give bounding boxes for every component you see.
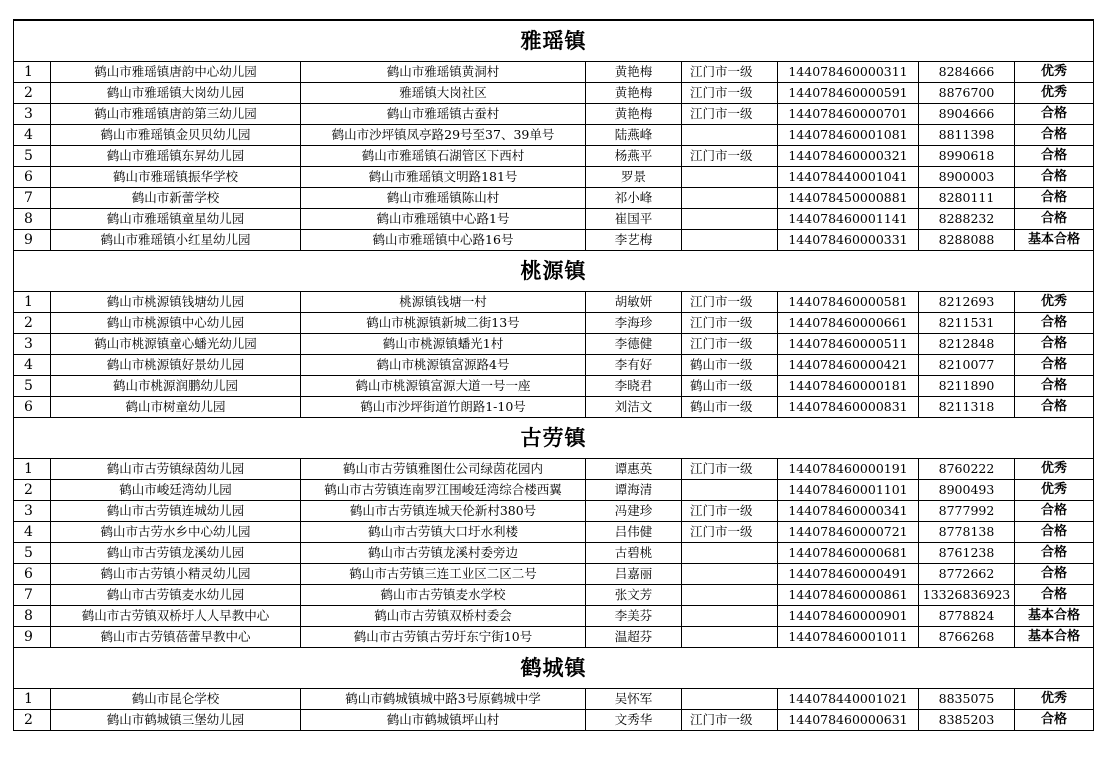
row-number: 4 [14, 125, 51, 146]
school-name: 鹤山市树童幼儿园 [51, 397, 301, 418]
contact-person: 罗景 [586, 167, 682, 188]
school-name: 鹤山市古劳镇蓓蕾早教中心 [51, 627, 301, 648]
phone-number: 8876700 [919, 83, 1015, 104]
contact-person: 温超芬 [586, 627, 682, 648]
row-number: 5 [14, 543, 51, 564]
school-name: 鹤山市桃源润鹏幼儿园 [51, 376, 301, 397]
row-number: 3 [14, 334, 51, 355]
contact-person: 杨燕平 [586, 146, 682, 167]
evaluation-grade: 合格 [1015, 376, 1094, 397]
school-name: 鹤山市雅瑶镇童星幼儿园 [51, 209, 301, 230]
evaluation-grade: 优秀 [1015, 689, 1094, 710]
school-name: 鹤山市雅瑶镇大岗幼儿园 [51, 83, 301, 104]
row-number: 2 [14, 313, 51, 334]
table-row [14, 209, 1094, 230]
row-number: 3 [14, 501, 51, 522]
contact-person: 李晓君 [586, 376, 682, 397]
school-address: 鹤山市雅瑶镇古蚕村 [301, 104, 586, 125]
evaluation-grade: 优秀 [1015, 459, 1094, 480]
school-address: 鹤山市雅瑶镇文明路181号 [301, 167, 586, 188]
school-level [682, 585, 778, 606]
school-code: 144078460000631 [778, 710, 919, 731]
school-level [682, 627, 778, 648]
school-level: 江门市一级 [682, 292, 778, 313]
school-address: 鹤山市沙坪镇凤亭路29号至37、39单号 [301, 125, 586, 146]
table-row [14, 606, 1094, 627]
contact-person: 李有好 [586, 355, 682, 376]
school-address: 鹤山市古劳镇双桥村委会 [301, 606, 586, 627]
school-level: 江门市一级 [682, 313, 778, 334]
school-address: 鹤山市雅瑶镇黄洞村 [301, 62, 586, 83]
school-name: 鹤山市雅瑶镇小红星幼儿园 [51, 230, 301, 251]
row-number: 4 [14, 522, 51, 543]
section-title: 雅瑶镇 [14, 20, 1094, 62]
school-name: 鹤山市古劳镇双桥圩人人早教中心 [51, 606, 301, 627]
school-name: 鹤山市雅瑶镇唐韵第三幼儿园 [51, 104, 301, 125]
evaluation-grade: 合格 [1015, 522, 1094, 543]
school-code: 144078460000901 [778, 606, 919, 627]
school-address: 鹤山市古劳镇雅图仕公司绿茵花园内 [301, 459, 586, 480]
school-code: 144078460000491 [778, 564, 919, 585]
school-address: 鹤山市古劳镇龙溪村委旁边 [301, 543, 586, 564]
row-number: 2 [14, 83, 51, 104]
evaluation-grade: 优秀 [1015, 292, 1094, 313]
phone-number: 8760222 [919, 459, 1015, 480]
school-address: 鹤山市鹤城镇坪山村 [301, 710, 586, 731]
table-row [14, 230, 1094, 251]
evaluation-grade: 基本合格 [1015, 627, 1094, 648]
school-code: 144078460000861 [778, 585, 919, 606]
evaluation-grade: 合格 [1015, 564, 1094, 585]
school-name: 鹤山市雅瑶镇金贝贝幼儿园 [51, 125, 301, 146]
school-code: 144078460000191 [778, 459, 919, 480]
section-header-row [14, 648, 1094, 689]
school-address: 鹤山市桃源镇新城二街13号 [301, 313, 586, 334]
phone-number: 8766268 [919, 627, 1015, 648]
school-level [682, 188, 778, 209]
phone-number: 8900493 [919, 480, 1015, 501]
school-name: 鹤山市桃源镇中心幼儿园 [51, 313, 301, 334]
school-level [682, 480, 778, 501]
contact-person: 刘洁文 [586, 397, 682, 418]
evaluation-grade: 合格 [1015, 543, 1094, 564]
row-number: 9 [14, 230, 51, 251]
school-level [682, 167, 778, 188]
school-address: 鹤山市桃源镇富源大道一号一座 [301, 376, 586, 397]
school-code: 144078460001081 [778, 125, 919, 146]
school-code: 144078460000341 [778, 501, 919, 522]
contact-person: 谭海清 [586, 480, 682, 501]
school-name: 鹤山市古劳镇小精灵幼儿园 [51, 564, 301, 585]
school-level: 鹤山市一级 [682, 376, 778, 397]
phone-number: 8772662 [919, 564, 1015, 585]
table-row [14, 543, 1094, 564]
school-evaluation-sheet [13, 19, 1093, 731]
evaluation-grade: 合格 [1015, 710, 1094, 731]
row-number: 6 [14, 564, 51, 585]
contact-person: 吕伟健 [586, 522, 682, 543]
row-number: 8 [14, 606, 51, 627]
contact-person: 李海珍 [586, 313, 682, 334]
phone-number: 8212693 [919, 292, 1015, 313]
school-code: 144078460000511 [778, 334, 919, 355]
phone-number: 8210077 [919, 355, 1015, 376]
table-row [14, 522, 1094, 543]
phone-number: 13326836923 [919, 585, 1015, 606]
school-code: 144078460000701 [778, 104, 919, 125]
table-row [14, 376, 1094, 397]
school-address: 鹤山市古劳镇大口圩水利楼 [301, 522, 586, 543]
school-level: 鹤山市一级 [682, 397, 778, 418]
school-code: 144078460000331 [778, 230, 919, 251]
evaluation-grade: 合格 [1015, 104, 1094, 125]
school-address: 鹤山市古劳镇麦水学校 [301, 585, 586, 606]
school-code: 144078460000311 [778, 62, 919, 83]
school-level [682, 689, 778, 710]
school-address: 鹤山市雅瑶镇陈山村 [301, 188, 586, 209]
school-name: 鹤山市古劳镇连城幼儿园 [51, 501, 301, 522]
table-row [14, 104, 1094, 125]
row-number: 6 [14, 397, 51, 418]
row-number: 7 [14, 188, 51, 209]
table-row [14, 627, 1094, 648]
school-name: 鹤山市雅瑶镇唐韵中心幼儿园 [51, 62, 301, 83]
section-header-row [14, 418, 1094, 459]
row-number: 3 [14, 104, 51, 125]
school-address: 鹤山市桃源镇富源路4号 [301, 355, 586, 376]
school-address: 鹤山市古劳镇古劳圩东宁街10号 [301, 627, 586, 648]
school-address: 鹤山市雅瑶镇中心路16号 [301, 230, 586, 251]
phone-number: 8777992 [919, 501, 1015, 522]
phone-number: 8761238 [919, 543, 1015, 564]
table-row [14, 62, 1094, 83]
table-row [14, 480, 1094, 501]
school-address: 桃源镇钱塘一村 [301, 292, 586, 313]
school-name: 鹤山市古劳镇麦水幼儿园 [51, 585, 301, 606]
school-name: 鹤山市雅瑶镇振华学校 [51, 167, 301, 188]
school-address: 鹤山市雅瑶镇石湖管区下西村 [301, 146, 586, 167]
phone-number: 8778824 [919, 606, 1015, 627]
school-address: 鹤山市鹤城镇城中路3号原鹤城中学 [301, 689, 586, 710]
school-level [682, 209, 778, 230]
evaluation-grade: 基本合格 [1015, 230, 1094, 251]
contact-person: 吴怀军 [586, 689, 682, 710]
table-row [14, 188, 1094, 209]
table-row [14, 397, 1094, 418]
evaluation-grade: 合格 [1015, 334, 1094, 355]
school-level: 江门市一级 [682, 83, 778, 104]
contact-person: 李艺梅 [586, 230, 682, 251]
evaluation-grade: 基本合格 [1015, 606, 1094, 627]
contact-person: 李德健 [586, 334, 682, 355]
phone-number: 8990618 [919, 146, 1015, 167]
contact-person: 李美芬 [586, 606, 682, 627]
school-table [13, 19, 1094, 731]
school-level: 江门市一级 [682, 104, 778, 125]
phone-number: 8385203 [919, 710, 1015, 731]
school-code: 144078460000181 [778, 376, 919, 397]
contact-person: 胡敏妍 [586, 292, 682, 313]
phone-number: 8280111 [919, 188, 1015, 209]
section-title: 鹤城镇 [14, 648, 1094, 689]
school-address: 鹤山市古劳镇连城天伦新村380号 [301, 501, 586, 522]
table-row [14, 689, 1094, 710]
school-name: 鹤山市桃源镇童心蟠光幼儿园 [51, 334, 301, 355]
evaluation-grade: 合格 [1015, 188, 1094, 209]
table-row [14, 585, 1094, 606]
phone-number: 8288088 [919, 230, 1015, 251]
school-code: 144078440001021 [778, 689, 919, 710]
row-number: 1 [14, 689, 51, 710]
evaluation-grade: 合格 [1015, 585, 1094, 606]
contact-person: 冯建珍 [586, 501, 682, 522]
table-row [14, 146, 1094, 167]
section-title: 桃源镇 [14, 251, 1094, 292]
school-level: 江门市一级 [682, 501, 778, 522]
contact-person: 吕嘉丽 [586, 564, 682, 585]
school-code: 144078460000321 [778, 146, 919, 167]
school-code: 144078460000831 [778, 397, 919, 418]
school-code: 144078460000581 [778, 292, 919, 313]
school-code: 144078450000881 [778, 188, 919, 209]
contact-person: 崔国平 [586, 209, 682, 230]
evaluation-grade: 合格 [1015, 355, 1094, 376]
school-level [682, 543, 778, 564]
contact-person: 黄艳梅 [586, 104, 682, 125]
school-address: 鹤山市古劳镇三连工业区二区二号 [301, 564, 586, 585]
section-header-row [14, 251, 1094, 292]
school-name: 鹤山市桃源镇钱塘幼儿园 [51, 292, 301, 313]
school-address: 鹤山市桃源镇蟠光1村 [301, 334, 586, 355]
contact-person: 黄艳梅 [586, 62, 682, 83]
section-header-row [14, 20, 1094, 62]
evaluation-grade: 优秀 [1015, 480, 1094, 501]
row-number: 1 [14, 459, 51, 480]
school-code: 144078460001011 [778, 627, 919, 648]
school-code: 144078460001101 [778, 480, 919, 501]
phone-number: 8835075 [919, 689, 1015, 710]
phone-number: 8904666 [919, 104, 1015, 125]
section-title: 古劳镇 [14, 418, 1094, 459]
school-address: 鹤山市雅瑶镇中心路1号 [301, 209, 586, 230]
school-level: 江门市一级 [682, 522, 778, 543]
contact-person: 张文芳 [586, 585, 682, 606]
phone-number: 8211890 [919, 376, 1015, 397]
row-number: 7 [14, 585, 51, 606]
school-code: 144078440001041 [778, 167, 919, 188]
school-code: 144078460001141 [778, 209, 919, 230]
school-level: 江门市一级 [682, 62, 778, 83]
row-number: 2 [14, 710, 51, 731]
contact-person: 祁小峰 [586, 188, 682, 209]
evaluation-grade: 优秀 [1015, 83, 1094, 104]
table-row [14, 501, 1094, 522]
phone-number: 8900003 [919, 167, 1015, 188]
school-address: 鹤山市古劳镇连南罗江围峻廷湾综合楼西翼 [301, 480, 586, 501]
phone-number: 8212848 [919, 334, 1015, 355]
table-row [14, 334, 1094, 355]
school-level [682, 125, 778, 146]
evaluation-grade: 优秀 [1015, 62, 1094, 83]
school-code: 144078460000681 [778, 543, 919, 564]
school-code: 144078460000721 [778, 522, 919, 543]
phone-number: 8288232 [919, 209, 1015, 230]
school-name: 鹤山市桃源镇好景幼儿园 [51, 355, 301, 376]
school-name: 鹤山市鹤城镇三堡幼儿园 [51, 710, 301, 731]
row-number: 6 [14, 167, 51, 188]
school-name: 鹤山市古劳镇龙溪幼儿园 [51, 543, 301, 564]
row-number: 1 [14, 292, 51, 313]
school-level: 江门市一级 [682, 710, 778, 731]
school-level [682, 230, 778, 251]
school-name: 鹤山市昆仑学校 [51, 689, 301, 710]
table-row [14, 313, 1094, 334]
evaluation-grade: 合格 [1015, 313, 1094, 334]
school-code: 144078460000421 [778, 355, 919, 376]
contact-person: 谭惠英 [586, 459, 682, 480]
table-row [14, 564, 1094, 585]
contact-person: 古碧桃 [586, 543, 682, 564]
table-row [14, 710, 1094, 731]
school-name: 鹤山市峻廷湾幼儿园 [51, 480, 301, 501]
evaluation-grade: 合格 [1015, 501, 1094, 522]
school-level [682, 564, 778, 585]
table-row [14, 355, 1094, 376]
table-row [14, 125, 1094, 146]
contact-person: 黄艳梅 [586, 83, 682, 104]
table-row [14, 292, 1094, 313]
evaluation-grade: 合格 [1015, 125, 1094, 146]
school-level [682, 606, 778, 627]
phone-number: 8811398 [919, 125, 1015, 146]
school-address: 雅瑶镇大岗社区 [301, 83, 586, 104]
evaluation-grade: 合格 [1015, 209, 1094, 230]
evaluation-grade: 合格 [1015, 397, 1094, 418]
table-row [14, 459, 1094, 480]
row-number: 2 [14, 480, 51, 501]
school-level: 江门市一级 [682, 146, 778, 167]
school-name: 鹤山市新蕾学校 [51, 188, 301, 209]
school-code: 144078460000591 [778, 83, 919, 104]
evaluation-grade: 合格 [1015, 167, 1094, 188]
school-level: 鹤山市一级 [682, 355, 778, 376]
table-row [14, 83, 1094, 104]
school-name: 鹤山市古劳镇绿茵幼儿园 [51, 459, 301, 480]
school-name: 鹤山市雅瑶镇东昇幼儿园 [51, 146, 301, 167]
phone-number: 8778138 [919, 522, 1015, 543]
row-number: 5 [14, 376, 51, 397]
school-address: 鹤山市沙坪街道竹朗路1-10号 [301, 397, 586, 418]
contact-person: 文秀华 [586, 710, 682, 731]
phone-number: 8284666 [919, 62, 1015, 83]
school-name: 鹤山市古劳水乡中心幼儿园 [51, 522, 301, 543]
row-number: 8 [14, 209, 51, 230]
row-number: 4 [14, 355, 51, 376]
school-level: 江门市一级 [682, 459, 778, 480]
phone-number: 8211318 [919, 397, 1015, 418]
school-code: 144078460000661 [778, 313, 919, 334]
school-level: 江门市一级 [682, 334, 778, 355]
contact-person: 陆燕峰 [586, 125, 682, 146]
row-number: 1 [14, 62, 51, 83]
table-row [14, 167, 1094, 188]
phone-number: 8211531 [919, 313, 1015, 334]
row-number: 5 [14, 146, 51, 167]
row-number: 9 [14, 627, 51, 648]
evaluation-grade: 合格 [1015, 146, 1094, 167]
